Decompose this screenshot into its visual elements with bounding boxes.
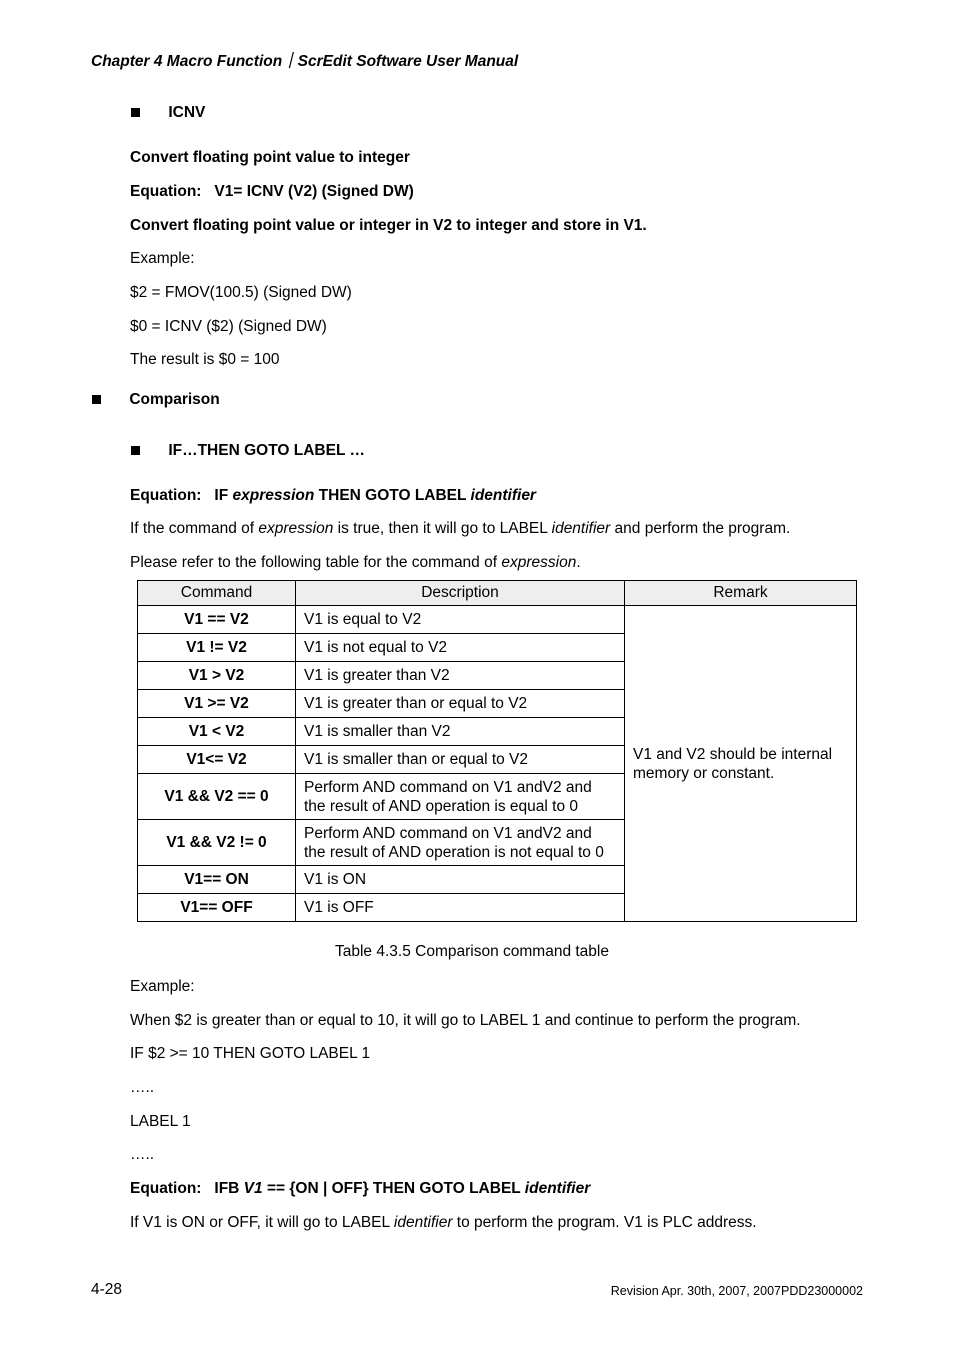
ifb-equation: [130, 1179, 590, 1199]
description-cell: Perform AND command on V1 andV2 and the result of AND operation is not equal to 0: [296, 820, 625, 866]
table-caption: Table 4.3.5 Comparison command table: [335, 943, 609, 960]
eq-rest: == {ON | OFF} THEN GOTO LABEL: [266, 1180, 521, 1197]
header-description: Description: [296, 581, 625, 606]
eq-identifier: identifier: [524, 1180, 591, 1197]
description-cell: V1 is smaller than or equal to V2: [296, 746, 625, 774]
text: and perform the program.: [614, 520, 791, 537]
text: is true, then it will go to LABEL: [337, 520, 548, 537]
example2-desc: When $2 is greater than or equal to 10, it will go to LABEL 1 and continue to perform the program.: [130, 1012, 801, 1029]
command-cell: V1 && V2 != 0: [138, 820, 296, 866]
example2-label: Example:: [130, 978, 195, 995]
command-cell: V1 == V2: [138, 606, 296, 634]
description-cell: V1 is ON: [296, 866, 625, 894]
page-number: 4-28: [91, 1281, 123, 1298]
icnv-heading: Convert floating point value to integer: [130, 149, 410, 166]
revision-text: Revision Apr. 30th, 2007, 2007PDD23000002: [610, 1284, 863, 1298]
if-then-bullet: IF…THEN GOTO LABEL …: [168, 442, 365, 459]
description-cell: V1 is smaller than V2: [296, 718, 625, 746]
equation-text: V1= ICNV (V2) (Signed DW): [214, 183, 414, 200]
text: .: [576, 554, 581, 571]
text-italic: identifier: [551, 520, 611, 537]
description-cell: Perform AND command on V1 andV2 and the result of AND operation is equal to 0: [296, 774, 625, 820]
description-cell: V1 is greater than V2: [296, 662, 625, 690]
description-cell: V1 is not equal to V2: [296, 634, 625, 662]
text-italic: identifier: [393, 1214, 453, 1231]
eq-if: IF: [214, 487, 229, 504]
description-cell: V1 is equal to V2: [296, 606, 625, 634]
if-then-equation: [130, 486, 536, 506]
icnv-line2: $0 = ICNV ($2) (Signed DW): [130, 318, 327, 335]
description-cell: V1 is OFF: [296, 894, 625, 922]
command-cell: V1 && V2 == 0: [138, 774, 296, 820]
icnv-desc: Convert floating point value or integer in V2 to integer and store in V1.: [130, 217, 647, 234]
icnv-example-label: Example:: [130, 250, 195, 267]
icnv-line3: The result is $0 = 100: [130, 351, 280, 368]
command-cell: V1 < V2: [138, 718, 296, 746]
eq-then: THEN GOTO LABEL: [318, 487, 467, 504]
square-bullet-icon: [92, 395, 101, 404]
ifb-para: [130, 1213, 757, 1233]
equation-prefix: Equation:: [130, 183, 202, 200]
page-header: Chapter 4 Macro Function｜ScrEdit Software User Manual: [91, 53, 519, 70]
equation-prefix: Equation:: [130, 487, 202, 504]
command-cell: V1== OFF: [138, 894, 296, 922]
header-remark: Remark: [625, 581, 857, 606]
comparison-bullet-line: [92, 390, 220, 410]
eq-expression: expression: [232, 487, 315, 504]
square-bullet-icon: [131, 108, 140, 117]
text: If V1 is ON or OFF, it will go to LABEL: [130, 1214, 390, 1231]
text: to perform the program. V1 is PLC address.: [456, 1214, 757, 1231]
comparison-table: [137, 580, 857, 922]
icnv-equation: [130, 182, 414, 202]
example2-code2: LABEL 1: [130, 1113, 191, 1130]
command-cell: V1 > V2: [138, 662, 296, 690]
icnv-line1: $2 = FMOV(100.5) (Signed DW): [130, 284, 352, 301]
description-cell: V1 is greater than or equal to V2: [296, 690, 625, 718]
example2-dots1: …..: [130, 1079, 155, 1096]
command-cell: V1<= V2: [138, 746, 296, 774]
text-italic: expression: [501, 554, 577, 571]
icnv-bullet: ICNV: [168, 104, 206, 121]
table-row: [138, 606, 857, 634]
if-then-bullet-line: [131, 441, 365, 461]
command-cell: V1== ON: [138, 866, 296, 894]
comparison-para2: [130, 553, 581, 573]
text-italic: expression: [258, 520, 334, 537]
eq-identifier: identifier: [470, 487, 536, 504]
icnv-bullet-line: [131, 103, 205, 123]
table-header-row: [138, 581, 857, 606]
command-cell: V1 >= V2: [138, 690, 296, 718]
eq-v1: V1: [243, 1180, 263, 1197]
text: Please refer to the following table for the command of: [130, 554, 498, 571]
remark-cell: V1 and V2 should be internal memory or constant.: [625, 606, 857, 922]
comparison-bullet: Comparison: [129, 391, 220, 408]
eq-ifb: IFB: [214, 1180, 240, 1197]
example2-dots2: …..: [130, 1146, 155, 1163]
command-cell: V1 != V2: [138, 634, 296, 662]
square-bullet-icon: [131, 446, 140, 455]
equation-prefix: Equation:: [130, 1180, 202, 1197]
text: If the command of: [130, 520, 255, 537]
comparison-para1: [130, 519, 790, 539]
header-command: Command: [138, 581, 296, 606]
example2-code1: IF $2 >= 10 THEN GOTO LABEL 1: [130, 1045, 371, 1062]
